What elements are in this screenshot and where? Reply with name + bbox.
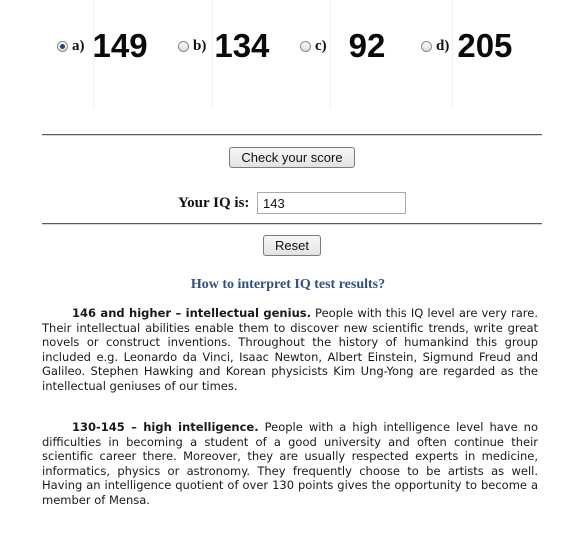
interpretation-title: How to interpret IQ test results? <box>190 277 386 292</box>
divider-top <box>42 134 542 136</box>
option-d[interactable] <box>421 22 512 70</box>
paragraph-heading: 146 and higher – intellectual genius. <box>72 306 311 320</box>
paragraph-text: People with this IQ level are very rare. Their intellectual abilities enable them to discover new scientific trends, write great novels or construct inventions. Throughout the history of humankind this group included e.g. Leonardo da Vinci, Isaac Newton, Albert Einstein, Sigmund Freud and Galileo. Stephen Hawking and Korean physicists Kim Ung-Yong are regarded as the intellectual geniuses of our times. <box>42 306 538 393</box>
iq-label: Your IQ is: <box>178 195 250 211</box>
interpretation-paragraph-genius <box>42 306 538 394</box>
divider-bottom <box>42 223 542 225</box>
paragraph-text: People with a high intelligence level have no difficulties in becoming a student of a good university and often continue their scientific career there. Moreover, they are usually respected experts in medicine, informatics, physics or astronomy. They frequently choose to be artists as well. Having an intelligence quotient of over 130 points gives the opportunity to become a member of Mensa. <box>42 420 538 507</box>
option-c-letter: c) <box>315 37 327 54</box>
option-a-radio[interactable] <box>57 41 68 52</box>
answer-options <box>0 0 576 110</box>
option-a-letter: a) <box>72 37 85 54</box>
interpretation-paragraph-high <box>42 420 538 508</box>
option-a[interactable] <box>57 22 148 70</box>
option-b-radio[interactable] <box>178 41 189 52</box>
option-b-letter: b) <box>193 37 207 54</box>
option-c-radio[interactable] <box>300 41 311 52</box>
option-a-value: 149 <box>92 27 148 64</box>
option-c[interactable] <box>300 22 385 70</box>
check-score-button[interactable]: Check your score <box>229 147 355 168</box>
option-d-letter: d) <box>436 37 450 54</box>
option-b[interactable] <box>178 22 269 70</box>
reset-button[interactable]: Reset <box>263 235 321 256</box>
option-d-radio[interactable] <box>421 41 432 52</box>
paragraph-heading: 130-145 – high intelligence. <box>72 420 259 434</box>
option-c-value: 92 <box>348 27 386 64</box>
iq-result-field[interactable] <box>257 192 406 214</box>
option-d-value: 205 <box>457 27 513 64</box>
option-b-value: 134 <box>214 27 270 64</box>
